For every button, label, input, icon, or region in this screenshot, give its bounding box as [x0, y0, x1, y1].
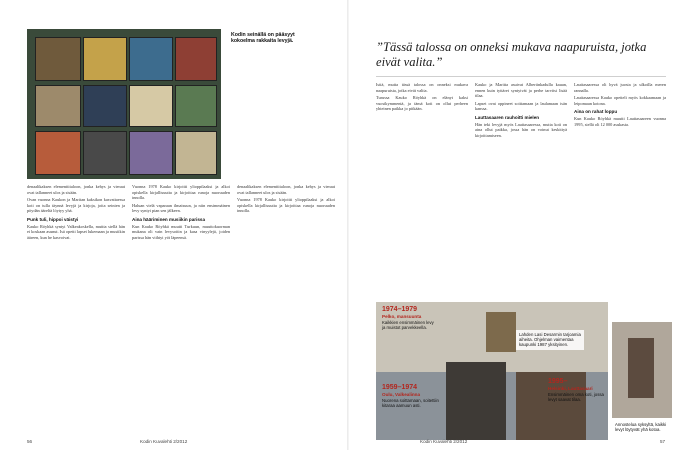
paragraph: denaalikaksen elementtitaloon, jonka kehys ja vieraat ovat tallanneet ulos ja sisään.	[237, 184, 335, 195]
label-title: Pelko, mansuunta	[382, 314, 422, 319]
label-description: Ensimmäinen oma koti, jossa levyt saavat tilaa.	[548, 391, 604, 402]
album-cover	[83, 37, 127, 81]
paragraph: Kun Kauko Röyhkä muutti Lauttasaareen vuonna 1995, siellä oli 12 000 asukasta.	[574, 115, 666, 127]
page-gutter	[347, 0, 349, 450]
album-cover	[35, 85, 81, 127]
pull-quote-headline: ”Tässä talossa on onneksi mukava naapuruista, jotka eivät valita.”	[376, 40, 647, 69]
album-cover	[35, 37, 81, 81]
page-number-left: 56	[27, 439, 33, 444]
photo-caption: Kodin seinällä on pääsyyt kokoelma rakkaita levyjä.	[231, 32, 295, 45]
photo-caption-b: Annostelua syksyltä, kaikki levyt löytyvät yhä kotoa.	[612, 420, 674, 434]
album-cover	[129, 85, 173, 127]
footer-right: Kodin Kuvalehti 2/2012	[420, 439, 468, 444]
subheading: Lauttasaaren rauhoitti mielen	[475, 114, 540, 120]
label-year: 1974–1979	[382, 306, 418, 313]
paragraph: Istiä, mutta tässä talossa on onneksi mukava naapuruista, jotka eivät valita.	[376, 82, 468, 93]
album-cover	[175, 37, 217, 81]
person-figure	[446, 362, 506, 440]
photo-caption-a: Lahden Lasi Desarmin tarjoamia aiheita. Ohjelman vaimentaa kaupunki 1987 yksityinen.	[516, 330, 584, 350]
left-column-3	[237, 184, 335, 434]
photo-record-collection	[27, 29, 221, 179]
album-cover	[83, 131, 127, 175]
right-column-2	[475, 82, 567, 296]
timeline-label-a	[382, 306, 434, 330]
paragraph: Lapset ovat oppineet soittamaan ja laulamaan isän kanssa.	[475, 100, 567, 112]
right-column-1	[376, 82, 468, 296]
album-cover	[175, 131, 217, 175]
footer-left: Kodin Kuvalehti 2/2012	[140, 439, 188, 444]
subheading: Aina hääriminen musiikin parissa	[132, 216, 206, 222]
label-year: 1959–1974	[382, 384, 418, 391]
right-column-3	[574, 82, 666, 316]
album-cover	[175, 85, 217, 127]
label-description: Kaikkien ensimmäinen levy ja muistot parvekkeella.	[382, 319, 434, 330]
page-number-right: 57	[660, 439, 666, 444]
left-column-1	[27, 184, 125, 434]
paragraph: denaalikaksen elementtitaloon, jonka kehys ja vieraat ovat tallanneet ulos ja sisään.	[27, 184, 125, 195]
album-cover	[129, 131, 173, 175]
subheading: Punk tuli, hippoi väistyi	[27, 216, 79, 222]
paragraph: Hän teki levyjä myös Lauttasaaressa, mutta koti on aina ollut paikka, jossa hän on voinut keskittyä kirjoittamiseen.	[475, 121, 567, 138]
headline-divider	[376, 76, 666, 77]
paragraph: Vuonna 1978 Kauko kirjoitti ylioppilaaksi ja alkoi opiskella kirjallisuutta ja kirjoittaa runoja nuoruuden innolla.	[132, 184, 230, 201]
paragraph: Haluan vielä vaparaan ilmaisuun, ja niin ensimmäinen levy syntyi pian sen jälkeen.	[132, 202, 230, 214]
label-title: Helsinki, Lauttasaari	[548, 386, 593, 391]
left-column-2	[132, 184, 230, 434]
label-description: Nuorena soittamaan, soitettiin kitaraa aamuun asti.	[382, 397, 439, 408]
paragraph: Kauko ja Maritta asuivat Albertinkadulla kauan, ennen kuin tyttäret syntyivät ja perhe tarvitsi lisää tilaa.	[475, 82, 567, 99]
paragraph: Lauttasaaressa oli hyvä juosta ja ulkoilla meren rannalla.	[574, 82, 666, 93]
paragraph: Turussa Kauko Röyhkä on elänyt kaksi vuosikymmentä, ja tämä koti on ollut perheen yhteinen paikka jo pitkään.	[376, 95, 468, 112]
timeline-label-b	[382, 384, 442, 408]
photo-portrait	[612, 322, 672, 418]
paragraph: Vuonna 1978 Kauko kirjoitti ylioppilaaksi ja alkoi opiskella kirjallisuutta ja kirjoittaa runoja nuoruuden innolla.	[237, 197, 335, 214]
paragraph: Kun Kauko Röyhkä muutti Turkuun, muuttokuorman mukana oli vain levysoitin ja kasa vinyylejä, joiden parissa hän viihtyi yöt läpeensä.	[132, 223, 230, 240]
picture-frame	[486, 312, 516, 352]
album-cover	[35, 131, 81, 175]
paragraph: Lauttasaaressa Kauko opetteli myös kokkaamaan ja leipomaan kotona.	[574, 95, 666, 106]
timeline-label-c	[548, 378, 606, 402]
paragraph: Kauko Röyhkä syntyi Valkeakoskella, muttta siellä hän ei koskaan asunut. Isä opetti lapset lukemaan ja musiikin ääreen, kun he kasvoivat.	[27, 223, 125, 240]
label-title: Oulu, Valkealinna	[382, 392, 421, 397]
subheading: Aina on rahat loppu	[574, 109, 618, 115]
paragraph: Ovan vuonna Kaukon ja Maritan kaksikon kasvattaessa koti on tulla täynnä levyjä ja kirjoja, joita seinien ja pöydän ääreltä löytyy yhä.	[27, 197, 125, 214]
label-year: 1995–	[548, 378, 568, 385]
album-cover	[129, 37, 173, 81]
person-figure	[628, 338, 654, 398]
album-cover	[83, 85, 127, 127]
